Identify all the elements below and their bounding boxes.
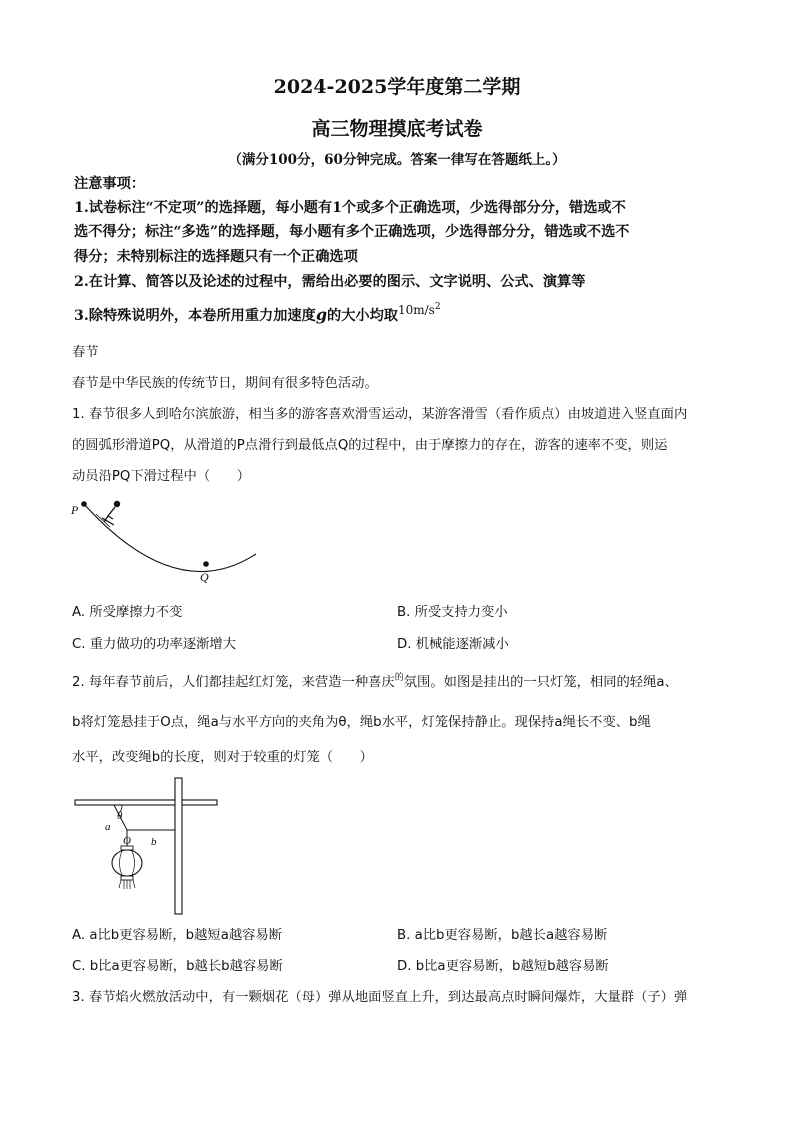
point-p [81,501,87,507]
q3-line-1: 3. 春节焰火燃放活动中，有一颗烟花（母）弹从地面竖直上升，到达最高点时瞬间爆炸，大量群（子）弹 [72,990,688,1005]
note-3-unit-text: 10m/s [397,303,435,317]
exam-title: 高三物理摸底考试卷 [311,118,483,140]
q1-option-a[interactable]: A. 所受摩擦力不变 [72,605,183,620]
vertical-pole [175,778,182,914]
label-a: a [105,821,111,833]
q2-option-d[interactable]: D. b比a更容易断，b越短b越容易断 [397,959,609,974]
point-q [203,561,209,567]
q1-option-d[interactable]: D. 机械能逐渐减小 [397,637,509,652]
note-1-line-3: 得分；未特别标注的选择题只有一个正确选项 [74,249,358,265]
horizontal-beam [75,800,217,805]
note-3-unit-exp: 2 [434,302,441,312]
note-3 [74,302,441,325]
label-theta: θ [117,810,123,822]
skier-head [114,501,120,507]
notes-heading: 注意事项： [74,176,145,192]
exam-subtitle: （满分100分，60分钟完成。答案一律写在答题纸上。） [228,152,566,168]
note-3-prefix: 3.除特殊说明外，本卷所用重力加速度 [74,308,316,324]
lantern-body [112,850,142,876]
lantern-tassels [119,880,135,889]
q2-line-1-text: 2. 每年春节前后，人们都挂起红灯笼，来营造一种喜庆 [72,675,395,690]
q2-line-1 [72,671,678,690]
q1-slide-figure [66,494,266,586]
skier-body [102,507,115,525]
q2-option-a[interactable]: A. a比b更容易断，b越短a越容易断 [72,928,283,943]
lantern-bottom-cap [121,876,133,880]
q1-line-3: 动员沿PQ下滑过程中（ ） [72,469,251,484]
note-3-unit [398,303,441,317]
exam-year-title: 2024-2025学年度第二学期 [273,76,521,98]
label-b: b [151,836,157,848]
q2-option-b[interactable]: B. a比b更容易断，b越长a越容易断 [397,928,608,943]
q2-lantern-figure [70,772,226,916]
q2-line-1-small: 的 [394,673,404,683]
q2-line-3: 水平，改变绳b的长度，则对于较重的灯笼（ ） [72,750,373,765]
q1-line-1: 1. 春节很多人到哈尔滨旅游，相当多的游客喜欢滑雪运动，某游客滑雪（看作质点）由坡道进入竖直面内 [72,407,688,422]
note-1-line-2: 选不得分；标注“多选”的选择题，每小题有多个正确选项，少选得部分分，错选或不选不 [74,224,630,240]
q2-line-2: b将灯笼悬挂于O点，绳a与水平方向的夹角为θ，绳b水平，灯笼保持静止。现保持a绳长不变、b绳 [72,715,651,730]
q1-line-2: 的圆弧形滑道PQ，从滑道的P点滑行到最低点Q的过程中，由于摩擦力的存在，游客的速率不变，则运 [72,438,668,453]
note-3-g: g [315,305,327,324]
note-2: 2.在计算、简答以及论述的过程中，需给出必要的图示、文字说明、公式、演算等 [74,274,586,290]
note-1-line-1: 1.试卷标注“不定项”的选择题，每小题有1个或多个正确选项，少选得部分分，错选或不 [74,200,626,216]
q1-option-b[interactable]: B. 所受支持力变小 [397,605,508,620]
note-3-mid: 的大小均取 [327,308,398,324]
section-title: 春节 [72,345,99,360]
q2-option-c[interactable]: C. b比a更容易断，b越长b越容易断 [72,959,283,974]
label-q: Q [200,570,209,584]
section-intro: 春节是中华民族的传统节日，期间有很多特色活动。 [72,376,378,391]
label-o: O [123,835,131,847]
label-p: P [71,503,79,517]
q1-option-c[interactable]: C. 重力做功的功率逐渐增大 [72,637,237,652]
q2-line-1-end: 氛围。如图是挂出的一只灯笼，相同的轻绳a、 [403,675,678,690]
